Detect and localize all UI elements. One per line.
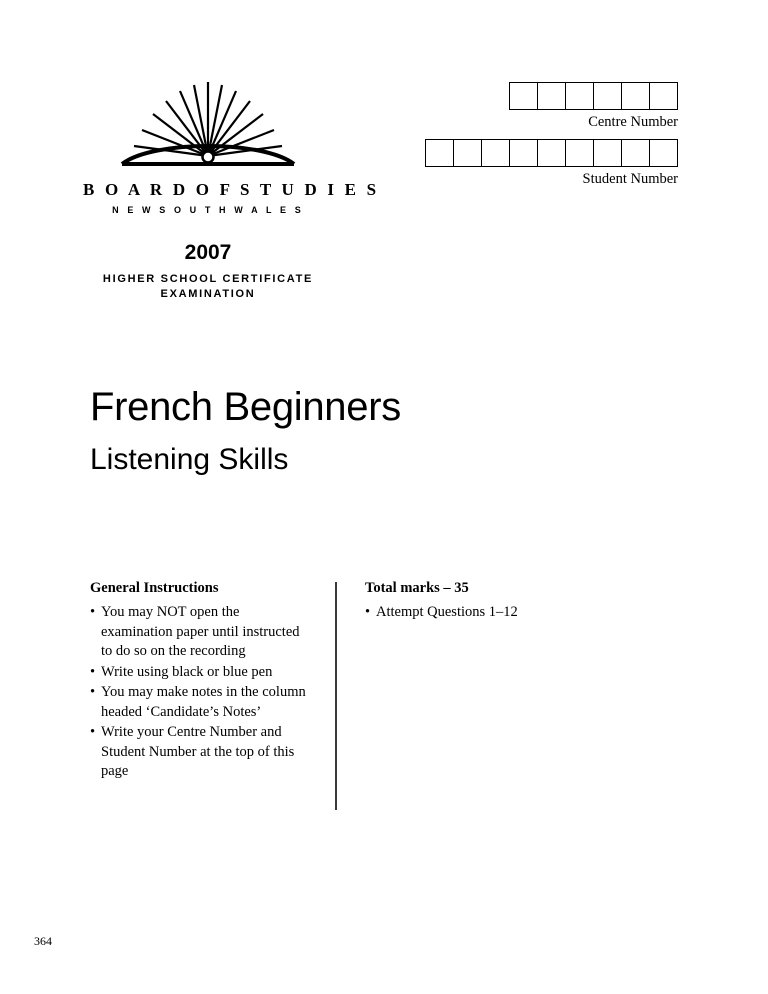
student-number-cell[interactable] <box>565 139 594 167</box>
student-number-cell[interactable] <box>453 139 482 167</box>
column-divider <box>335 582 337 810</box>
centre-number-cell[interactable] <box>621 82 650 110</box>
student-number-cell[interactable] <box>593 139 622 167</box>
page-title: French Beginners <box>90 385 401 429</box>
sunburst-logo-icon <box>108 78 308 178</box>
page-number: 364 <box>34 934 52 948</box>
list-item: • You may NOT open the examination paper until instructed to do so on the recording <box>90 603 308 662</box>
student-number-cell[interactable] <box>537 139 566 167</box>
organisation-name: B O A R D O F S T U D I E S <box>83 180 380 199</box>
total-marks-column <box>365 580 625 624</box>
exam-name-line1: HIGHER SCHOOL CERTIFICATE <box>102 273 314 285</box>
centre-number-cell[interactable] <box>565 82 594 110</box>
total-marks-heading: Total marks – 35 <box>365 580 469 596</box>
centre-number-cell[interactable] <box>593 82 622 110</box>
total-marks-list <box>365 603 625 623</box>
general-instructions-heading: General Instructions <box>90 580 219 596</box>
student-number-label: Student Number <box>582 171 678 187</box>
centre-number-cell[interactable] <box>537 82 566 110</box>
student-number-cell[interactable] <box>649 139 678 167</box>
general-instructions-list <box>90 603 308 782</box>
centre-number-boxes[interactable] <box>509 82 678 110</box>
page-subtitle: Listening Skills <box>90 443 289 476</box>
centre-number-field[interactable] <box>509 82 678 131</box>
exam-name-line2: EXAMINATION <box>160 288 256 300</box>
organisation-jurisdiction: N E W S O U T H W A L E S <box>112 205 304 215</box>
list-item: • You may make notes in the column headed ‘Candidate’s Notes’ <box>90 683 308 722</box>
student-number-cell[interactable] <box>621 139 650 167</box>
student-number-boxes[interactable] <box>425 139 678 167</box>
board-of-studies-logo-block <box>83 78 380 300</box>
student-number-cell[interactable] <box>481 139 510 167</box>
student-number-cell[interactable] <box>509 139 538 167</box>
general-instructions-column <box>90 580 308 783</box>
centre-number-cell[interactable] <box>509 82 538 110</box>
exam-year: 2007 <box>184 241 232 264</box>
list-item: • Attempt Questions 1–12 <box>365 603 625 623</box>
list-item: • Write using black or blue pen <box>90 663 308 683</box>
student-number-cell[interactable] <box>425 139 454 167</box>
centre-number-label: Centre Number <box>588 114 678 130</box>
list-item: • Write your Centre Number and Student Number at the top of this page <box>90 723 308 782</box>
student-number-field[interactable] <box>425 139 678 188</box>
centre-number-cell[interactable] <box>649 82 678 110</box>
